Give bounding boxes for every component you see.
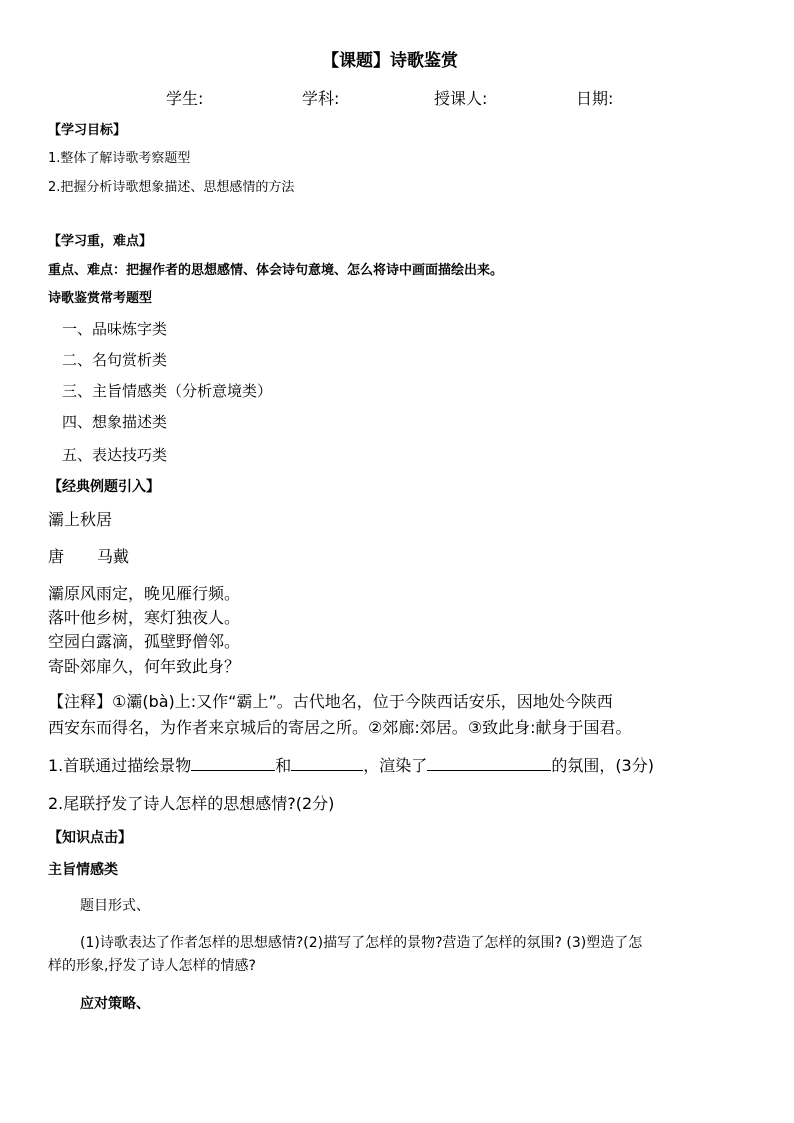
poem-notes: 【注释】①灞(bà)上:又作“霸上”。古代地名，位于今陕西话安乐，因地处今陕西	[48, 692, 613, 711]
question-1-text: 1.首联通过描绘景物	[48, 756, 192, 775]
question-type-item: 二、名句赏析类	[62, 351, 168, 369]
question-type-item: 一、品味炼字类	[62, 320, 168, 338]
strategy-label: 应对策略、	[80, 996, 150, 1012]
poem-dynasty: 唐	[48, 547, 65, 566]
answer-blank[interactable]	[191, 756, 275, 771]
question-type-item: 四、想象描述类	[62, 413, 168, 431]
question-1-text: 的氛围，(3分)	[551, 756, 654, 775]
goal-item: 2.把握分析诗歌想象描述、思想感情的方法	[48, 180, 295, 195]
question-type-item: 五、表达技巧类	[62, 446, 168, 464]
question-1-text: ，渲染了	[363, 756, 428, 775]
key-points-heading: 【学习重，难点】	[48, 234, 153, 249]
answer-blank[interactable]	[427, 756, 551, 771]
question-types-heading: 诗歌鉴赏常考题型	[48, 291, 153, 306]
goals-heading: 【学习目标】	[48, 123, 127, 138]
key-points-text: 重点、难点：把握作者的思想感情、体会诗句意境、怎么将诗中画面描绘出来。	[48, 263, 504, 278]
poem-line: 落叶他乡树，寒灯独夜人。	[48, 608, 241, 627]
info-field-date: 日期:	[576, 89, 614, 108]
question-1-text: 和	[275, 756, 292, 775]
poem-notes: 西安东而得名，为作者来京城后的寄居之所。②郊廊:郊居。③致此身:献身于国君。	[48, 718, 632, 737]
page-title: 【课题】诗歌鉴赏	[322, 51, 458, 71]
poem-line: 空园白露滴，孤壁野僧邻。	[48, 632, 241, 651]
question-1	[48, 756, 654, 775]
form-label: 题目形式、	[80, 898, 150, 914]
example-heading: 【经典例题引入】	[48, 479, 160, 495]
question-type-item: 三、主旨情感类（分析意境类）	[62, 382, 273, 400]
info-field-student: 学生:	[166, 89, 204, 108]
answer-blank[interactable]	[291, 756, 363, 771]
form-line: (1)诗歌表达了作者怎样的思想感情?(2)描写了怎样的景物?营造了怎样的氛围? (3)塑造了怎	[80, 935, 643, 951]
poem-title: 灞上秋居	[48, 510, 113, 529]
knowledge-subheading: 主旨情感类	[48, 862, 118, 878]
poem-author: 马戴	[97, 547, 130, 566]
poem-line: 寄卧郊扉久，何年致此身？	[48, 657, 241, 676]
knowledge-heading: 【知识点击】	[48, 830, 132, 846]
poem-line: 灞原风雨定，晚见雁行频。	[48, 584, 241, 603]
info-field-subject: 学科:	[302, 89, 340, 108]
form-line: 样的形象,抒发了诗人怎样的情感?	[48, 958, 256, 974]
info-field-teacher: 授课人:	[434, 89, 488, 108]
question-2: 2.尾联抒发了诗人怎样的思想感情?(2分)	[48, 794, 335, 813]
goal-item: 1.整体了解诗歌考察题型	[48, 151, 191, 166]
